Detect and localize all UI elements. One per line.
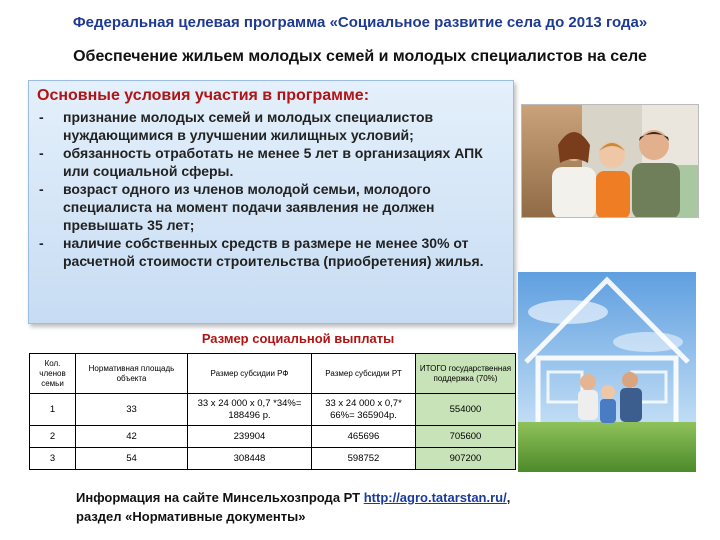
condition-item	[37, 234, 505, 270]
condition-text: обязанность отработать не менее 5 лет в организациях АПК или социальной сферы.	[63, 145, 483, 179]
family-photo-icon	[521, 104, 699, 218]
table-cell: 308448	[188, 448, 312, 470]
table-cell: 33	[76, 394, 188, 426]
condition-text: наличие собственных средств в размере не менее 30% от расчетной стоимости строительства (приобретения) жилья.	[63, 235, 484, 269]
condition-item	[37, 180, 505, 234]
condition-item	[37, 144, 505, 180]
conditions-panel	[28, 80, 514, 324]
table-cell: 33 х 24 000 х 0,7 *34%= 188496 р.	[188, 394, 312, 426]
conditions-heading: Основные условия участия в программе:	[37, 87, 370, 104]
table-row	[30, 448, 516, 470]
footer-text: Информация на сайте Минсельхозпрода РТ	[76, 490, 364, 505]
house-family-photo-icon	[518, 272, 696, 472]
table-cell: 239904	[188, 426, 312, 448]
condition-text: возраст одного из членов молодой семьи, молодого специалиста на момент подачи заявления не должен превышать 35 лет;	[63, 181, 435, 233]
column-header: Нормативная площадь объекта	[76, 354, 188, 394]
table-cell: 1	[30, 394, 76, 426]
footer-info	[76, 488, 696, 526]
column-header: Кол. членов семьи	[30, 354, 76, 394]
column-header: Размер субсидии РФ	[188, 354, 312, 394]
list-dash: -	[39, 145, 44, 161]
condition-text: признание молодых семей и молодых специалистов нуждающимися в улучшении жилищных условий;	[63, 109, 434, 143]
ministry-website-link[interactable]: http://agro.tatarstan.ru/	[363, 490, 507, 505]
table-row	[30, 394, 516, 426]
table-cell: 465696	[312, 426, 416, 448]
table-cell: 598752	[312, 448, 416, 470]
payout-heading: Размер социальной выплаты	[201, 331, 395, 346]
conditions-list	[37, 108, 505, 270]
table-cell-total: 554000	[416, 394, 516, 426]
condition-item	[37, 108, 505, 144]
page-subtitle: Обеспечение жильем молодых семей и молодых специалистов на селе	[73, 48, 647, 65]
column-header: ИТОГО государственная поддержка (70%)	[416, 354, 516, 394]
footer-section-text: раздел «Нормативные документы»	[76, 509, 306, 524]
table-cell: 42	[76, 426, 188, 448]
table-cell: 33 х 24 000 х 0,7* 66%= 365904р.	[312, 394, 416, 426]
table-row	[30, 426, 516, 448]
footer-comma: ,	[506, 490, 511, 505]
list-dash: -	[39, 109, 44, 125]
table-cell: 3	[30, 448, 76, 470]
list-dash: -	[39, 235, 44, 251]
table-cell-total: 705600	[416, 426, 516, 448]
page-title: Федеральная целевая программа «Социальное развитие села до 2013 года»	[72, 14, 648, 31]
list-dash: -	[39, 181, 44, 197]
column-header: Размер субсидии РТ	[312, 354, 416, 394]
table-cell: 2	[30, 426, 76, 448]
table-cell-total: 907200	[416, 448, 516, 470]
table-cell: 54	[76, 448, 188, 470]
payout-table	[29, 353, 516, 470]
table-header-row	[30, 354, 516, 394]
